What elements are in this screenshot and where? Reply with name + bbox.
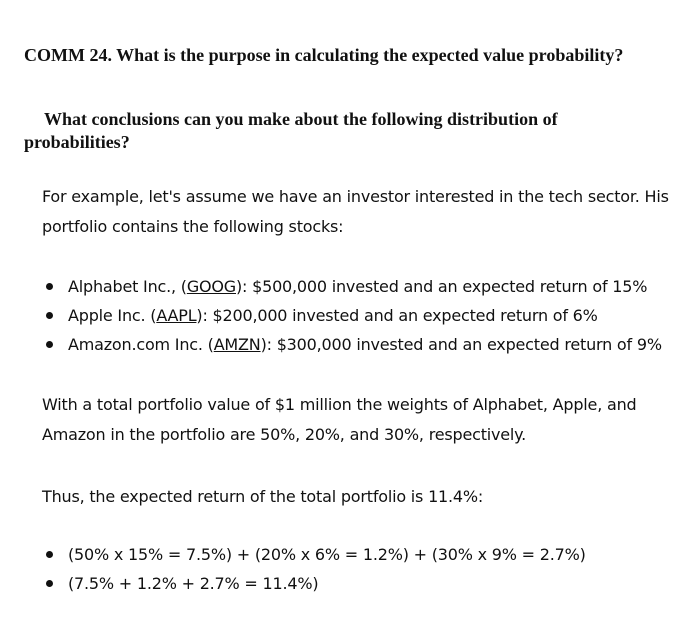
weights-paragraph: With a total portfolio value of $1 million the weights of Alphabet, Apple, and Amazon in the portfolio are 50%, 20%, and 30%, respectively.: [42, 395, 637, 444]
ticker-link-amzn[interactable]: AMZN: [213, 335, 261, 354]
ticker-link-goog[interactable]: GOOG: [186, 277, 236, 296]
stock-name: Apple Inc. (: [68, 306, 157, 325]
question-2-line-2: probabilities?: [24, 132, 130, 152]
question-1: COMM 24. What is the purpose in calculating the expected value probability?: [24, 45, 624, 65]
stock-name: Alphabet Inc., (: [68, 277, 187, 296]
stock-name: Amazon.com Inc. (: [68, 335, 214, 354]
list-item: [42, 330, 692, 359]
list-item: (50% x 15% = 7.5%) + (20% x 6% = 1.2%) + (30% x 9% = 2.7%): [42, 540, 692, 569]
calculation-list: [42, 540, 692, 598]
ticker-link-aapl[interactable]: AAPL: [156, 306, 197, 325]
question-2-line-1: What conclusions can you make about the following distribution of: [44, 109, 558, 129]
list-item: [42, 301, 692, 330]
list-item: (7.5% + 1.2% + 2.7% = 11.4%): [42, 569, 692, 598]
stock-detail: ): $300,000 invested and an expected return of 9%: [260, 335, 662, 354]
stock-list: [42, 272, 692, 359]
expected-return-paragraph: Thus, the expected return of the total portfolio is 11.4%:: [42, 487, 484, 506]
list-item: [42, 272, 692, 301]
stock-detail: ): $500,000 invested and an expected return of 15%: [236, 277, 648, 296]
stock-detail: ): $200,000 invested and an expected return of 6%: [196, 306, 598, 325]
question-2: [24, 108, 664, 154]
intro-paragraph: For example, let's assume we have an investor interested in the tech sector. His portfolio contains the following stocks:: [42, 187, 669, 236]
